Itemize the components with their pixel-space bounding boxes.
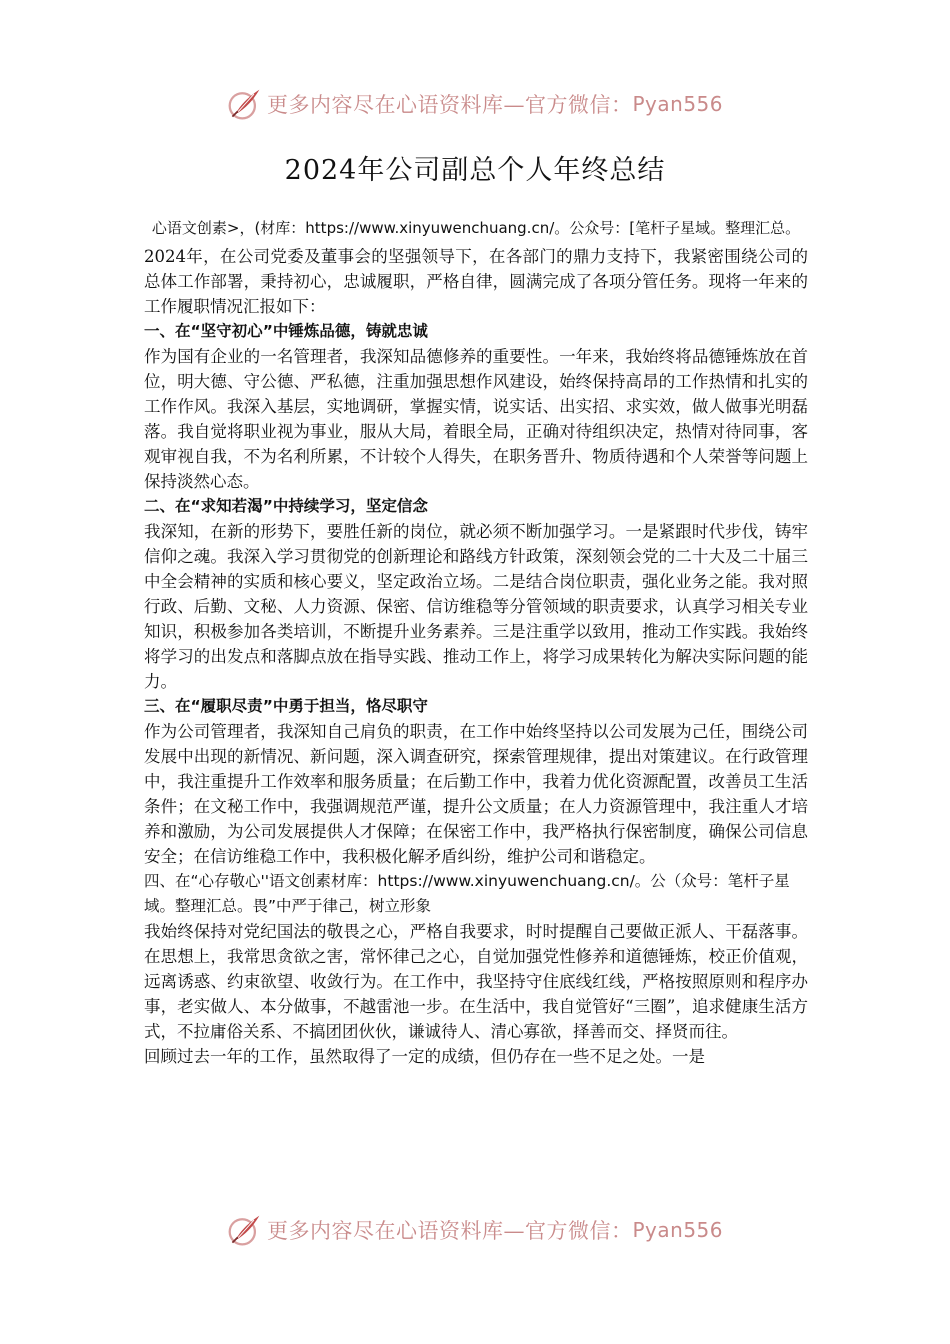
section-heading-2: 二、在“求知若渴”中持续学习，坚定信念 <box>144 497 428 515</box>
section-heading-1: 一、在“坚守初心”中锤炼品德，铸就忠诚 <box>144 322 428 340</box>
section-body-1: 作为国有企业的一名管理者，我深知品德修养的重要性。一年来，我始终将品德锤炼放在首位，明大德、守公德、严私德，注重加强思想作风建设，始终保持高昂的工作热情和扎实的工作作风。我深入基层，实地调研，掌握实情，说实话、出实招、求实效，做人做事光明磊落。我自觉将职业视为事业，服从大局，着眼全局，正确对待组织决定，热情对待同事，客观审视自我，不为名利所累，不计较个人得失，在职务晋升、物质待遇和个人荣誉等问题上保持淡然心态。 <box>144 347 808 491</box>
banner-wechat-id: Pyan556 <box>632 92 723 116</box>
closing-paragraph: 回顾过去一年的工作，虽然取得了一定的成绩，但仍存在一些不足之处。一是 <box>144 1047 705 1066</box>
document-body <box>144 216 808 1069</box>
page-title: 2024年公司副总个人年终总结 <box>284 155 666 186</box>
footer-watermark-banner <box>0 1210 950 1250</box>
section-body-4: 我始终保持对党纪国法的敬畏之心，严格自我要求，时时提醒自己要做正派人、干磊落事。在思想上，我常思贪欲之害，常怀律己之心，自觉加强党性修养和道德锤炼，校正价值观，远离诱惑、约束欲望、收敛行为。在工作中，我坚持守住底线红线，严格按照原则和程序办事，老实做人、本分做事，不越雷池一步。在生活中，我自觉管好“三圈”，追求健康生活方式，不拉庸俗关系、不搞团团伙伙，谦诚待人、清心寡欲，择善而交、择贤而往。 <box>144 922 808 1041</box>
intro-paragraph: 2024年，在公司党委及董事会的坚强领导下，在各部门的鼎力支持下，我紧密围绕公司的总体工作部署，秉持初心，忠诚履职，严格自律，圆满完成了各项分管任务。现将一年来的工作履职情况汇报如下： <box>144 247 808 316</box>
section-heading-3: 三、在“履职尽责”中勇于担当，恪尽职守 <box>144 697 428 715</box>
banner-text: 更多内容尽在心语资料库—官方微信： <box>266 1219 633 1243</box>
banner-text: 更多内容尽在心语资料库—官方微信： <box>266 93 633 117</box>
section-heading-4: 四、在“心存敬心''语文创素材库：https://www.xinyuwenchuang.cn/。公（众号：笔杆子星域。整理汇总。畏”中严于律己，树立形象 <box>144 872 790 915</box>
section-body-3: 作为公司管理者，我深知自己肩负的职责，在工作中始终坚持以公司发展为己任，围绕公司发展中出现的新情况、新问题，深入调查研究，探索管理规律，提出对策建议。在行政管理中，我注重提升工作效率和服务质量；在后勤工作中，我着力优化资源配置，改善员工生活条件；在文秘工作中，我强调规范严谨，提升公文质量；在人力资源管理中，我注重人才培养和激励，为公司发展提供人才保障；在保密工作中，我严格执行保密制度，确保公司信息安全；在信访维稳工作中，我积极化解矛盾纠纷，维护公司和谐稳定。 <box>144 722 808 866</box>
header-watermark-banner <box>0 84 950 124</box>
section-body-2: 我深知，在新的形势下，要胜任新的岗位，就必须不断加强学习。一是紧跟时代步伐，铸牢信仰之魂。我深入学习贯彻党的创新理论和路线方针政策，深刻领会党的二十大及二十届三中全会精神的实质和核心要义，坚定政治立场。二是结合岗位职责，强化业务之能。我对照行政、后勤、文秘、人力资源、保密、信访维稳等分管领域的职责要求，认真学习相关专业知识，积极参加各类培训，不断提升业务素养。三是注重学以致用，推动工作实践。我始终将学习的出发点和落脚点放在指导实践、推动工作上，将学习成果转化为解决实际问题的能力。 <box>144 522 808 691</box>
banner-wechat-id: Pyan556 <box>632 1218 723 1242</box>
source-line: 心语文创素>，(材库：https://www.xinyuwenchuang.cn/。公众号：[笔杆子星域。整理汇总。 <box>151 219 801 237</box>
feather-pen-icon <box>227 86 263 122</box>
feather-pen-icon <box>227 1212 263 1248</box>
